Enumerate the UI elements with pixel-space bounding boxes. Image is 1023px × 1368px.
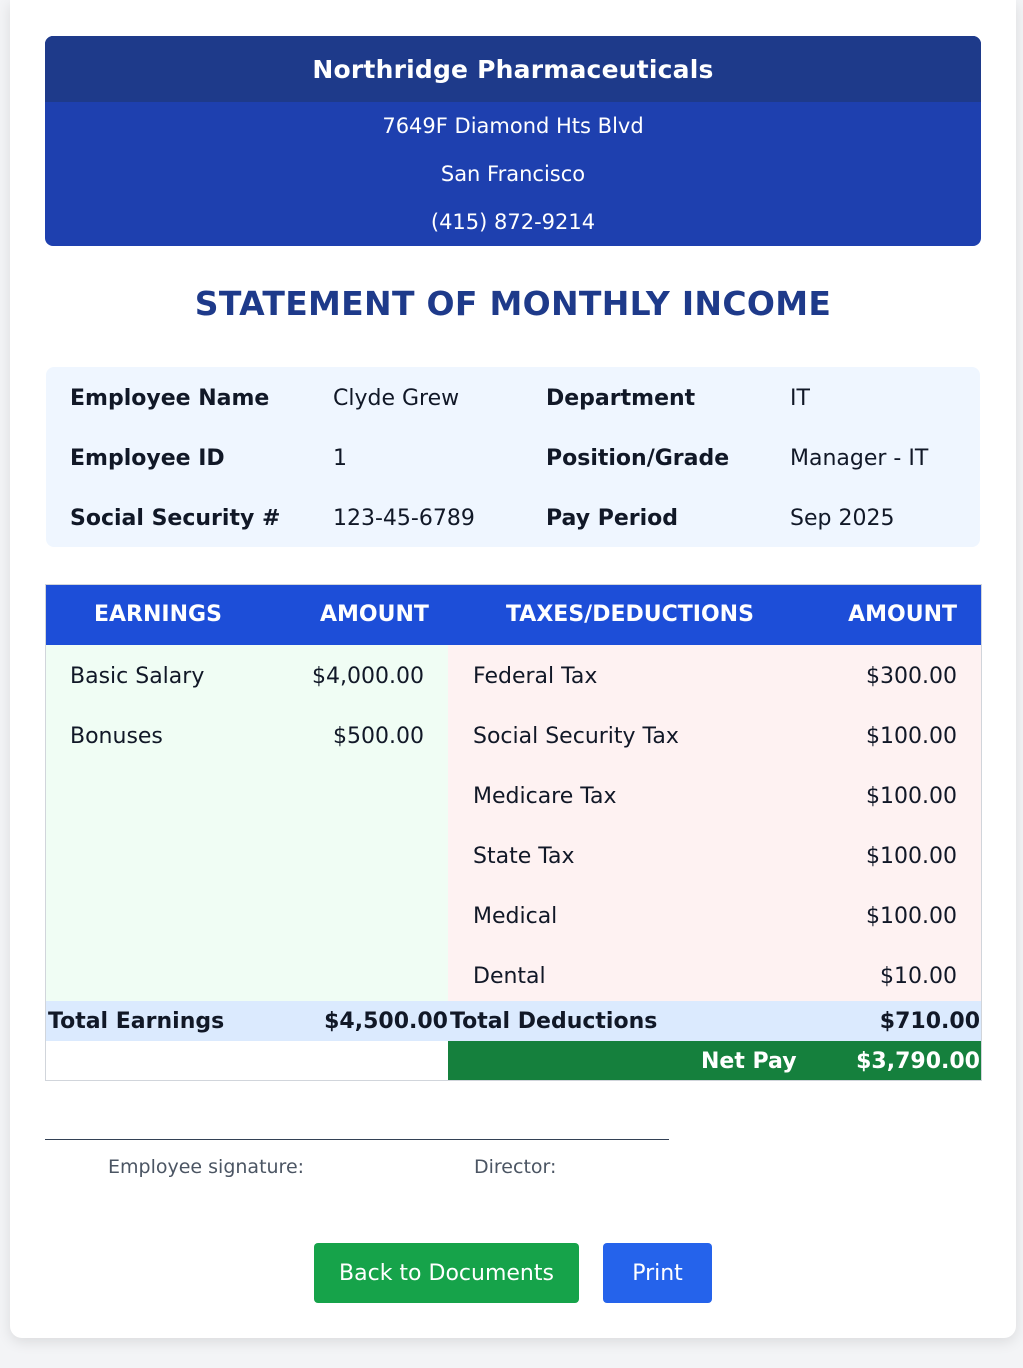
total-earnings-value: $4,500.00 [324,1009,448,1034]
deduction-amount: $100.00 [866,784,957,809]
pay-period-value: Sep 2025 [790,506,895,531]
total-deductions-label: Total Deductions [450,1009,658,1034]
earning-amount: $4,000.00 [312,664,424,689]
totals-row [46,1001,981,1041]
deductions-amount-header: AMOUNT [848,602,957,627]
earnings-amount-header: AMOUNT [320,602,429,627]
employee-signature-label: Employee signature: [108,1156,305,1178]
employee-name-value: Clyde Grew [333,386,460,411]
position-value: Manager - IT [790,446,929,471]
ssn-value: 123-45-6789 [333,506,475,531]
info-row-ssn [46,489,980,549]
table-header [46,585,981,645]
deduction-label: Medicare Tax [473,784,617,809]
deduction-amount: $300.00 [866,664,957,689]
deduction-label: Medical [473,904,558,929]
deduction-label: State Tax [473,844,575,869]
total-deductions-value: $710.00 [879,1009,980,1034]
net-pay-value: $3,790.00 [856,1049,980,1074]
page-title: STATEMENT OF MONTHLY INCOME [194,284,832,323]
deductions-header: TAXES/DEDUCTIONS [506,602,754,627]
ssn-label: Social Security # [70,506,281,531]
signature-line [45,1139,669,1140]
print-button[interactable]: Print [603,1243,712,1303]
net-pay-row [448,1041,981,1080]
employee-id-label: Employee ID [70,446,225,471]
info-row-name [46,369,980,429]
back-to-documents-button[interactable]: Back to Documents [314,1243,579,1303]
deduction-label: Dental [473,964,546,989]
deduction-label: Federal Tax [473,664,598,689]
earning-label: Bonuses [70,724,163,749]
position-label: Position/Grade [546,446,730,471]
company-name: Northridge Pharmaceuticals [45,36,981,102]
company-phone: (415) 872-9214 [430,210,596,234]
director-signature-label: Director: [474,1156,557,1178]
payslip-card [10,0,1016,1338]
net-pay-label: Net Pay [701,1049,797,1074]
deduction-label: Social Security Tax [473,724,679,749]
deduction-amount: $10.00 [880,964,957,989]
department-value: IT [790,386,810,411]
earning-label: Basic Salary [70,664,205,689]
deduction-amount: $100.00 [866,904,957,929]
department-label: Department [546,386,696,411]
earning-amount: $500.00 [333,724,424,749]
total-earnings-label: Total Earnings [48,1009,225,1034]
deductions-column [448,645,981,1001]
company-header [45,36,981,246]
deduction-amount: $100.00 [866,724,957,749]
employee-id-value: 1 [333,446,347,471]
employee-name-label: Employee Name [70,386,270,411]
deduction-amount: $100.00 [866,844,957,869]
pay-period-label: Pay Period [546,506,678,531]
employee-info-panel [46,367,980,547]
company-address: 7649F Diamond Hts Blvd [382,114,644,138]
earnings-column [46,645,448,1001]
earnings-deductions-table [45,584,982,1081]
info-row-id [46,429,980,489]
earnings-header: EARNINGS [94,602,222,627]
company-city: San Francisco [440,162,586,186]
